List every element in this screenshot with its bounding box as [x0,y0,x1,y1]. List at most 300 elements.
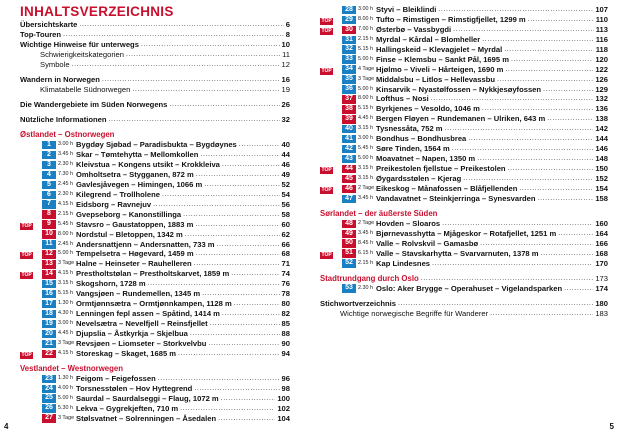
tour-duration: 2.15 h [358,35,373,42]
toc-entry[interactable] [20,85,290,95]
toc-entry-title: Lofthus – Nosi [376,94,429,104]
toc-entry-page: 78 [281,289,290,299]
toc-entry-page: 66 [281,239,290,249]
toc-entry-page: 80 [281,299,290,309]
tour-number: 23 [42,375,56,384]
dot-leader [558,229,593,239]
tour-number: 18 [42,310,56,319]
toc-entry[interactable] [320,219,608,229]
tour-duration: 2.15 h [58,210,73,217]
top-badge-slot [320,249,342,259]
toc-entry-page: 113 [595,24,608,34]
toc-entry-title: Østlandet – Ostnorwegen [20,130,115,140]
tour-duration: 2.45 h [58,180,73,187]
toc-list-right [320,5,608,319]
tour-number: 49 [342,230,356,239]
tour-number: 38 [342,105,356,114]
toc-entry[interactable] [20,299,290,309]
toc-section-heading[interactable] [20,130,290,140]
toc-entry[interactable] [20,150,290,160]
tour-number: 37 [342,95,356,104]
toc-entry-title: Top-Touren [20,29,62,39]
toc-entry[interactable] [320,124,608,134]
tour-duration: 3.00 h [358,135,373,142]
toc-entry-title: Ormtjønnsætra – Ormtjønnkampen, 1128 m [76,299,232,309]
top-badge: TOP [21,272,32,279]
tour-number: 28 [342,6,356,15]
toc-entry[interactable] [20,160,290,170]
tour-duration: 5.15 h [358,45,373,52]
tour-duration: 8.00 h [358,95,373,102]
dot-leader [218,414,275,424]
toc-entry-page: 132 [595,94,608,104]
toc-list-left [20,20,290,424]
toc-entry-title: Stadtrundgang durch Oslo [320,273,419,283]
toc-entry-title: Søre Tinden, 1564 m [376,144,450,154]
tour-number: 6 [42,191,56,200]
dot-leader [519,184,593,194]
tour-number: 14 [42,270,56,279]
toc-entry[interactable] [20,349,290,359]
toc-entry[interactable] [20,115,290,125]
toc-entry[interactable] [20,170,290,180]
tour-duration: 5.45 h [58,220,73,227]
toc-entry[interactable] [20,394,290,404]
toc-entry[interactable] [20,279,290,289]
toc-entry-page: 148 [595,154,608,164]
toc-entry[interactable] [20,210,290,220]
tour-duration: 2.30 h [58,190,73,197]
toc-entry[interactable] [320,299,608,309]
toc-entry-page: 158 [595,193,608,203]
toc-entry[interactable] [20,319,290,329]
toc-entry-title: Bergen Fløyen – Rundemanen – Ulriken, 643 m [376,114,546,124]
top-badge: TOP [321,17,332,24]
toc-entry-page: 40 [281,140,290,150]
toc-entry-page: 68 [281,249,290,259]
top-badge: TOP [21,351,32,358]
toc-entry-title: Djupslia – Åstkyrkja – Skjelbua [76,328,188,338]
toc-entry-title: Styvi – Bleiklindi [376,5,437,14]
tour-duration: 3.45 h [358,229,373,236]
toc-entry-page: 126 [595,74,608,84]
dot-leader [185,230,280,240]
toc-entry[interactable] [320,65,608,75]
toc-entry-page: 180 [595,298,608,308]
toc-entry[interactable] [20,249,290,259]
page-number-left: 4 [4,422,9,431]
toc-entry-page: 90 [281,338,290,348]
dot-leader [538,194,594,204]
toc-entry-title: Die Wandergebiete im Süden Norwegens [20,99,168,109]
dot-leader [453,25,594,35]
toc-entry-page: 60 [281,219,290,229]
dot-leader [511,55,593,65]
toc-entry-title: Hovden – Sloaros [376,218,441,228]
dot-leader [148,279,280,289]
toc-entry-title: Hjølmo – Viveli – Hårteigen, 1690 m [376,64,504,74]
toc-entry-title: Gvepseborg – Kanonstillinga [76,209,182,219]
tour-duration: 3.15 h [58,280,73,287]
dot-leader [202,289,279,299]
toc-entry-page: 12 [281,59,290,69]
top-badge-slot [20,349,42,359]
toc-entry-title: Stavsro – Gaustatoppen, 1883 m [76,219,194,229]
tour-duration: 3.00 h [358,6,373,12]
tour-number: 13 [42,260,56,269]
toc-entry-page: 136 [595,104,608,114]
toc-entry-page: 173 [595,273,608,283]
tour-number: 25 [42,394,56,403]
top-badge-slot [320,184,342,194]
toc-entry-page: 46 [281,160,290,169]
tour-number: 44 [342,165,356,174]
toc-entry[interactable] [320,154,608,164]
top-badge-slot [20,249,42,259]
dot-leader [564,284,593,294]
tour-duration: 1.30 h [58,374,73,381]
toc-entry-title: Wichtige Hinweise für unterwegs [20,39,139,49]
toc-entry[interactable] [20,220,290,230]
toc-entry-title: Klimatabelle Südnorwegen [40,84,131,94]
dot-leader [543,85,593,95]
toc-entry-page: 116 [595,34,608,44]
tour-number: 15 [42,280,56,289]
dot-leader [102,75,280,85]
toc-entry-page: 71 [281,259,290,269]
toc-entry[interactable] [320,85,608,95]
toc-entry[interactable] [320,174,608,184]
tour-number: 33 [342,55,356,64]
top-badge: TOP [321,67,332,74]
toc-entry-title: Moavatnet – Napen, 1350 m [376,154,476,164]
tour-duration: 6.15 h [358,249,373,256]
dot-leader [239,140,280,150]
toc-entry[interactable] [320,284,608,294]
toc-entry-title: Finse – Klemsbu – Sankt Pål, 1695 m [376,54,509,64]
toc-entry-page: 58 [281,209,290,219]
tour-number: 46 [342,185,356,194]
dot-leader [109,115,280,125]
toc-entry-title: Skogshorn, 1728 m [76,279,146,289]
dot-leader [231,269,279,279]
toc-entry-page: 94 [281,348,290,358]
toc-entry-title: Bondhus – Bondhusbrea [376,134,467,144]
toc-entry[interactable] [320,259,608,269]
toc-entry[interactable] [320,134,608,144]
toc-entry[interactable] [320,239,608,249]
tour-number: 32 [342,45,356,54]
tour-duration: 5.00 h [358,55,373,62]
toc-entry[interactable] [320,15,608,25]
toc-entry-title: Symbole [40,59,70,69]
toc-entry-page: 56 [281,199,290,209]
toc-entry-page: 118 [595,44,608,54]
dot-leader [445,124,594,134]
top-badge-slot [20,269,42,279]
toc-entry-title: Middalsbu – Litlos – Hellevassbu [376,74,496,84]
tour-duration: 2.45 h [58,240,73,247]
toc-entry[interactable] [20,269,290,279]
toc-entry[interactable] [320,114,608,124]
toc-entry-title: Halne – Heinseter – Rauhelleren [76,259,192,269]
toc-entry-page: 142 [595,124,608,134]
tour-number: 17 [42,300,56,309]
toc-entry-title: Sørlandet – der äußerste Süden [320,208,438,218]
dot-leader [222,160,280,170]
dot-leader [153,200,279,210]
tour-duration: 3 Tage [358,75,375,82]
toc-entry[interactable] [20,200,290,210]
tour-number: 19 [42,320,56,329]
tour-number: 35 [342,75,356,84]
tour-duration: 4.45 h [358,115,373,122]
toc-entry-page: 166 [595,238,608,248]
toc-entry-title: Storeskag – Skaget, 1685 m [76,348,177,358]
toc-entry[interactable] [320,309,608,319]
toc-entry[interactable] [320,5,608,15]
toc-entry-title: Nützliche Informationen [20,115,107,125]
tour-duration: 4.00 h [58,384,73,391]
toc-entry-title: Valle – Rolvskvil – Gamasbø [376,238,479,248]
toc-entry-title: Lekva – Gygrekjeften, 710 m [76,403,179,413]
tour-number: 51 [342,249,356,258]
toc-entry-page: 100 [277,393,290,403]
toc-entry-page: 164 [595,228,608,238]
page-number-right: 5 [609,422,614,431]
dot-leader [158,374,280,384]
dot-leader [162,190,280,200]
toc-entry-page: 104 [277,413,290,423]
toc-entry-title: Stølsvatnet – Solrenningen – Åsedalen [76,413,217,423]
tour-number: 4 [42,171,56,180]
dot-leader [79,20,283,30]
dot-leader [169,100,279,110]
toc-entry[interactable] [320,184,608,194]
toc-entry-page: 150 [595,164,608,173]
dot-leader [432,259,593,269]
toc-entry[interactable] [20,50,290,60]
toc-entry-title: Stichwortverzeichnis [320,298,396,308]
tour-number: 31 [342,36,356,45]
toc-entry[interactable] [20,240,290,250]
toc-entry-page: 32 [281,115,290,125]
dot-leader [221,394,276,404]
dot-leader [194,384,279,394]
toc-entry[interactable] [320,104,608,114]
toc-entry[interactable] [20,20,290,30]
toc-entry[interactable] [20,60,290,70]
tour-number: 12 [42,250,56,259]
toc-entry-page: 168 [595,248,608,258]
toc-section-heading[interactable] [320,209,608,219]
toc-entry-title: Bygdøy Sjøbad – Paradisbukta – Bygdøynes [76,140,237,150]
toc-entry-page: 144 [595,134,608,144]
toc-entry-title: Vandavatnet – Steinkjerringa – Synesvarden [376,193,536,203]
toc-entry-page: 170 [595,258,608,268]
toc-entry-title: Kleivstua – Kongens utsikt – Krokkleiva [76,160,220,169]
tour-number: 20 [42,330,56,339]
toc-entry[interactable] [320,249,608,259]
tour-duration: 3 Tage [58,260,75,267]
toc-entry[interactable] [320,194,608,204]
tour-number: 53 [342,284,356,293]
top-badge: TOP [21,222,32,229]
toc-entry-title: Schwierigkeitskategorien [40,49,124,59]
page-title: INHALTSVERZEICHNIS [20,4,174,19]
toc-entry-page: 19 [281,84,290,94]
toc-entry-page: 6 [285,20,290,29]
toc-entry-title: Übersichtskarte [20,20,78,29]
toc-entry-page: 82 [281,309,290,319]
toc-entry[interactable] [20,75,290,85]
dot-leader [234,299,280,309]
dot-leader [505,65,593,75]
tour-duration: 3.00 h [58,320,73,326]
toc-section-heading[interactable] [20,364,290,374]
toc-entry-page: 129 [595,84,608,94]
toc-entry-page: 122 [595,64,608,74]
dot-leader [463,174,593,184]
dot-leader [442,219,593,229]
toc-entry[interactable] [320,75,608,85]
toc-entry[interactable] [20,190,290,200]
tour-duration: 2 Tage [358,219,375,226]
toc-entry[interactable] [20,309,290,319]
top-badge: TOP [321,186,332,193]
tour-number: 1 [42,141,56,150]
toc-entry[interactable] [320,55,608,65]
toc-entry-title: Preikestolen fjellstue – Preikestolen [376,164,506,173]
toc-entry[interactable] [20,414,290,424]
dot-leader [200,150,279,160]
dot-leader [126,50,280,60]
dot-leader [194,259,280,269]
toc-entry[interactable] [20,404,290,414]
toc-entry-page: 88 [281,328,290,338]
toc-entry-title: Eidsborg – Ravnejuv [76,199,152,209]
toc-entry-page: 44 [281,150,290,160]
toc-entry-title: Feigom – Feigefossen [76,373,156,383]
toc-entry[interactable] [20,40,290,50]
toc-entry-title: Gavlesjåvegen – Himingen, 1066 m [76,179,203,189]
toc-entry[interactable] [20,329,290,339]
top-badge: TOP [321,251,332,258]
dot-leader [477,154,593,164]
toc-entry-page: 85 [281,319,290,328]
toc-entry[interactable] [320,45,608,55]
toc-entry-page: 174 [595,283,608,293]
toc-entry[interactable] [320,229,608,239]
top-badge-slot [320,164,342,174]
tour-number: 52 [342,259,356,268]
toc-entry[interactable] [20,180,290,190]
toc-entry[interactable] [20,289,290,299]
dot-leader [210,319,280,329]
tour-number: 29 [342,16,356,25]
toc-entry[interactable] [320,94,608,104]
dot-leader [480,239,593,249]
tour-duration: 4.15 h [58,349,73,356]
toc-entry-page: 11 [282,49,290,59]
toc-entry-title: Tysnessåta, 752 m [376,124,443,134]
tour-number: 21 [42,340,56,349]
tour-duration: 4 Tage [358,65,375,72]
tour-duration: 5.15 h [358,105,373,112]
top-badge: TOP [321,27,332,34]
tour-number: 42 [342,145,356,154]
toc-entry[interactable] [20,140,290,150]
tour-duration: 4.30 h [58,310,73,317]
toc-entry-title: Østerbø – Vassbygdi [376,24,452,34]
toc-entry[interactable] [20,30,290,40]
toc-entry[interactable] [320,35,608,45]
toc-entry-title: Kinsarvik – Nyastølfossen – Nykkjesøyfossen [376,84,542,94]
tour-duration: 3.15 h [358,125,373,132]
dot-leader [196,249,280,259]
tour-duration: 3 Tage [58,414,75,421]
toc-entry[interactable] [20,339,290,349]
toc-entry-title: Bjørnevasshytta – Mjågeskor – Rotafjellet, 1251 m [376,228,557,238]
toc-entry-page: 183 [595,308,608,318]
toc-entry-page: 96 [281,373,290,383]
tour-duration: 3.45 h [58,151,73,158]
toc-entry[interactable] [320,25,608,35]
toc-entry[interactable] [320,144,608,154]
tour-duration: 2.30 h [58,161,73,167]
top-badge: TOP [321,166,332,173]
toc-entry-title: Tufto – Rimstigen – Rimstigfjellet, 1299 m [376,14,526,24]
tour-number: 3 [42,161,56,170]
tour-number: 34 [342,65,356,74]
dot-leader [482,35,593,45]
tour-number: 40 [342,125,356,134]
tour-duration: 8.00 h [358,15,373,22]
tour-number: 41 [342,135,356,144]
dot-leader [421,274,594,284]
toc-entry[interactable] [20,259,290,269]
dot-leader [490,309,593,319]
toc-entry-title: Kap Lindesnes [376,258,431,268]
toc-entry-page: 26 [281,99,290,109]
tour-number: 8 [42,210,56,219]
tour-number: 24 [42,385,56,394]
toc-entry[interactable] [20,230,290,240]
tour-duration: 5.15 h [58,290,73,297]
toc-entry-page: 52 [281,179,290,189]
tour-duration: 2 Tage [358,184,375,191]
toc-entry-title: Nordstul – Bletoppen, 1342 m [76,229,183,239]
toc-entry[interactable] [20,374,290,384]
dot-leader [180,404,275,414]
tour-number: 43 [342,155,356,164]
dot-leader [217,240,280,250]
dot-leader [222,309,280,319]
toc-entry-title: Vestlandet – Westnorwegen [20,363,123,373]
toc-section-heading[interactable] [320,274,608,284]
toc-entry-title: Tempelsetra – Høgevard, 1459 m [76,249,194,259]
toc-entry[interactable] [320,164,608,174]
toc-entry[interactable] [20,100,290,110]
toc-entry[interactable] [20,384,290,394]
tour-number: 10 [42,230,56,239]
tour-duration: 5.00 h [58,250,73,257]
dot-leader [547,114,593,124]
toc-entry-title: Omholtsetra – Stygganen, 872 m [76,169,194,179]
top-badge-slot [20,220,42,230]
toc-entry-page: 152 [595,173,608,183]
dot-leader [528,15,594,25]
